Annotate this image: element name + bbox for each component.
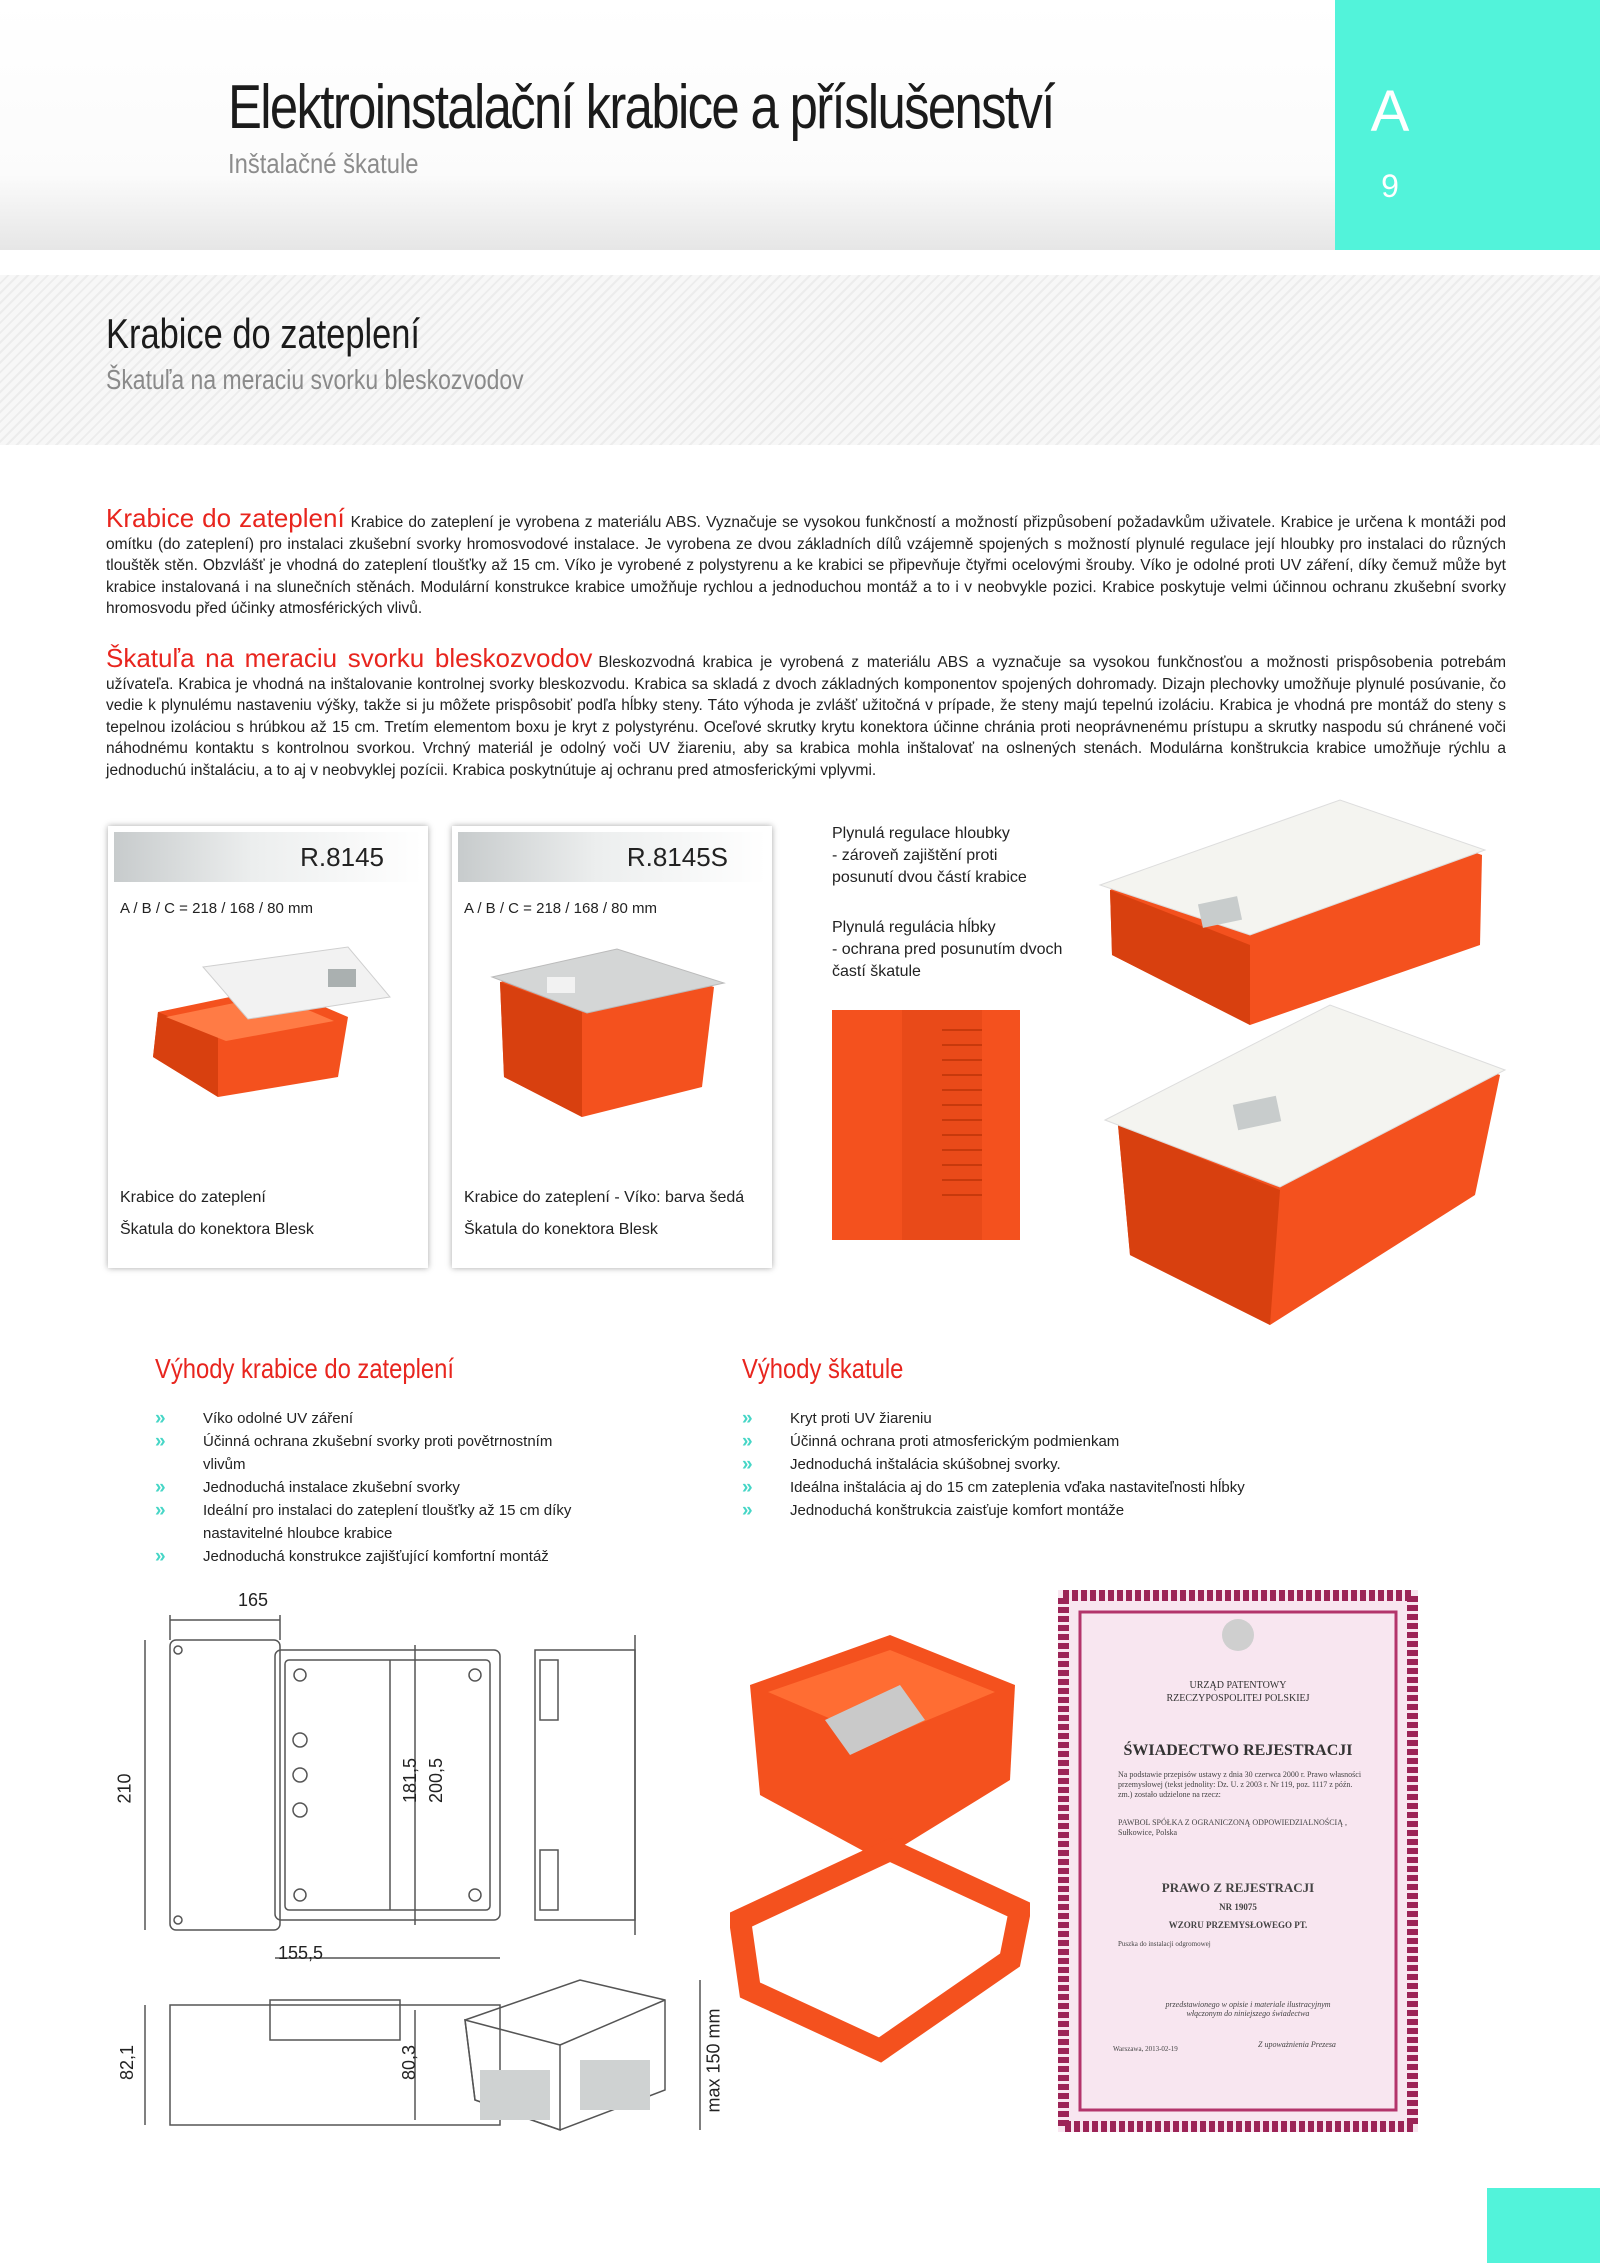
list-item-text: Jednoduchá konštrukcia zaisťuje komfort montáže bbox=[790, 1502, 1125, 1519]
page-title: Elektroinstalační krabice a příslušenství bbox=[228, 73, 1054, 142]
certificate-office: URZĄD PATENTOWY bbox=[1189, 1680, 1287, 1691]
list-item bbox=[155, 1430, 575, 1476]
product-dims: A / B / C = 218 / 168 / 80 mm bbox=[120, 900, 314, 917]
certificate-border bbox=[1058, 1590, 1418, 2132]
product-caption: Škatula do konektora Blesk bbox=[120, 1221, 314, 1238]
certificate-office2: RZECZYPOSPOLITEJ POLSKIEJ bbox=[1166, 1693, 1310, 1704]
list-item bbox=[155, 1499, 575, 1545]
list-item-text: Kryt proti UV žiareniu bbox=[790, 1410, 932, 1427]
chevron-icon: » bbox=[155, 1477, 166, 1498]
certificate-number: NR 19075 bbox=[1219, 1902, 1257, 1912]
list-item-text: Víko odolné UV záření bbox=[203, 1410, 354, 1427]
benefits-sk-title: Výhody škatule bbox=[742, 1353, 904, 1384]
eagle-emblem-icon bbox=[1222, 1619, 1254, 1651]
note-line: - zároveň zajištění proti bbox=[832, 847, 998, 864]
product-dims: A / B / C = 218 / 168 / 80 mm bbox=[464, 900, 658, 917]
benefits-sk-list bbox=[742, 1407, 1302, 1522]
certificate-body: Na podstawie przepisów ustawy z dnia 30 czerwca 2000 r. Prawo własności przemysłowej (tekst jednolity: Dz. U. z 2003 r. Nr 119, poz. 1117 z późn. zm.) zostało udzielone na rzecz: bbox=[1118, 1770, 1362, 1799]
description-cz-lead: Krabice do zateplení bbox=[106, 503, 345, 533]
dimension-210: 210 bbox=[114, 1773, 135, 1804]
chevron-icon: » bbox=[155, 1431, 166, 1452]
description-sk-lead: Škatuľa na meraciu svorku bleskozvodov bbox=[106, 643, 593, 673]
note-line: - ochrana pred posunutím dvoch bbox=[832, 941, 1063, 958]
dimension-200-5: 200,5 bbox=[426, 1757, 447, 1804]
chevron-icon: » bbox=[742, 1408, 753, 1429]
chevron-icon: » bbox=[155, 1546, 166, 1567]
description-sk bbox=[106, 643, 1506, 781]
product-code: R.8145S bbox=[458, 832, 766, 882]
description-cz bbox=[106, 503, 1507, 620]
dimension-155-5: 155,5 bbox=[278, 1943, 324, 1963]
list-item bbox=[742, 1476, 1302, 1499]
page-corner-marker bbox=[1487, 2188, 1600, 2263]
list-item-text: Jednoduchá inštalácia skúšobnej svorky. bbox=[790, 1456, 1061, 1473]
list-item bbox=[742, 1407, 1302, 1430]
list-item bbox=[742, 1499, 1302, 1522]
section-subtitle: Škatuľa na meraciu svorku bleskozvodov bbox=[106, 364, 524, 395]
list-item-text: Účinná ochrana proti atmosferickým podmienkam bbox=[790, 1433, 1120, 1450]
dimension-181-5: 181,5 bbox=[400, 1757, 421, 1804]
chevron-icon: » bbox=[742, 1500, 753, 1521]
product-image-r8145 bbox=[108, 917, 428, 1137]
feature-note-sk bbox=[832, 917, 1062, 983]
section-band bbox=[0, 275, 1600, 445]
note-line: Plynulá regulácia hĺbky bbox=[832, 919, 996, 936]
certificate-item: Puszka do instalacji odgromowej bbox=[1118, 1940, 1211, 1948]
list-item-text: Ideální pro instalaci do zateplení tloušťky až 15 cm díky nastavitelné hloubce krabice bbox=[203, 1502, 572, 1542]
certificate-design: WZORU PRZEMYSŁOWEGO PT. bbox=[1168, 1920, 1308, 1930]
dimension-165: 165 bbox=[238, 1590, 269, 1610]
description-cz-text: Krabice do zateplení je vyrobena z materiálu ABS. Vyznačuje se vysokou funkčností a možností přizpůsobení požadavkům uživatele. Krabice je určena k montáži pod omítku (do zateplení) pro instalaci zkušební svorky hromosvodové instalace. Je vyrobena ze dvou základních dílů vzájemně spojených s možností plynulé regulace její hloubky pro instalaci do různých tlouštěk stěn. Obzvlášť je vhodná do zateplení tloušťky až 15 cm. Víko je vyrobené z polystyrenu a ke krabici se připevňuje čtyřmi ocelovými šrouby. Víko je odolné proti UV záření, díky čemuž může byt krabice instalovaná i na slunečních stěnách. Modulární konstrukce krabice umožňuje rychlou a jednoduchou montáž a to i v neobvykle pozici. Krabice poskytuje velmi účinnou ochranu zkušební svorky hromosvodu před účinky atmosférických vlivů. bbox=[106, 514, 1507, 617]
list-item-text: Jednoduchá instalace zkušební svorky bbox=[203, 1479, 460, 1496]
chevron-icon: » bbox=[742, 1454, 753, 1475]
registration-certificate bbox=[1058, 1590, 1418, 2132]
dimension-80-3: 80,3 bbox=[399, 2044, 420, 2081]
note-line: častí škatule bbox=[832, 963, 921, 980]
page-number: 9 bbox=[1381, 168, 1399, 204]
product-caption: Krabice do zateplení - Víko: barva šedá bbox=[464, 1189, 745, 1206]
certificate-right: PRAWO Z REJESTRACJI bbox=[1161, 1880, 1315, 1895]
assembly-photo bbox=[730, 1630, 1030, 2080]
description-sk-text: Bleskozvodná krabica je vyrobená z materiálu ABS a vyznačuje sa vysokou funkčnosťou a možnosti prispôsobenia potrebám užívateľa. Krabica je vhodná na inštalovanie kontrolnej svorky bleskozvodu. Krabica sa skladá z dvoch základných komponentov spojených dohromady. Dizajn plechovky umožňuje plynulé posúvanie, čo vedie k plynulému nastaveniu výšky, takže si ju môžete prispôsobiť podľa hĺbky steny. Táto výhoda je zvlášť užitočná v prípade, že steny majú tepelnú izoláciu. Krabica je vhodná pre montáž do steny s tepelnou izoláciou s hrúbkou až 15 cm. Tretím elementom boxu je kryt z polystyrénu. Oceľové skrutky krytu konektora účinne chránia proti neoprávnenému prístupu a skrutky naspodu sú chránené voči náhodnému kontaktu s kontrolnou svorkou. Vrchný materiál je odolný voči UV žiareniu, aby sa krabica mohla inštalovať na oslnených stenách. Modulárna konštrukcia krabice umožňuje rýchlu a jednoduchú inštaláciu, a to aj v neobvyklej pozícii. Krabica poskytnútuje aj ochranu pred atmosferickými vplyvmi. bbox=[106, 654, 1506, 779]
product-card-r8145 bbox=[108, 826, 428, 1268]
list-item bbox=[155, 1545, 575, 1568]
certificate-signature: Z upoważnienia Prezesa bbox=[1258, 2040, 1336, 2049]
certificate-holder: PAWBOL SPÓŁKA Z OGRANICZONĄ ODPOWIEDZIALNOŚCIĄ , Sułkowice, Polska bbox=[1118, 1818, 1347, 1837]
note-line: Plynulá regulace hloubky bbox=[832, 825, 1010, 842]
product-image-r8145s bbox=[452, 917, 772, 1137]
feature-note-cz bbox=[832, 823, 1027, 889]
benefits-cz-title: Výhody krabice do zateplení bbox=[155, 1353, 455, 1384]
list-item bbox=[742, 1430, 1302, 1453]
chevron-icon: » bbox=[155, 1408, 166, 1429]
list-item bbox=[155, 1476, 575, 1499]
product-code: R.8145 bbox=[114, 832, 422, 882]
chapter-letter: A bbox=[1370, 79, 1410, 144]
chevron-icon: » bbox=[742, 1477, 753, 1498]
dimension-82-1: 82,1 bbox=[117, 2044, 138, 2081]
list-item-text: Jednoduchá konstrukce zajišťující komfortní montáž bbox=[203, 1548, 549, 1565]
certificate-date: Warszawa, 2013-02-19 bbox=[1113, 2045, 1178, 2053]
product-caption: Škatula do konektora Blesk bbox=[464, 1221, 658, 1238]
list-item bbox=[742, 1453, 1302, 1476]
benefits-cz-list bbox=[155, 1407, 575, 1568]
dimension-max-150: max 150 mm bbox=[703, 2008, 724, 2113]
side-wall-detail-image bbox=[832, 1010, 1020, 1240]
note-line: posunutí dvou částí krabice bbox=[832, 869, 1027, 886]
list-item-text: Účinná ochrana zkušební svorky proti povětrnostním vlivům bbox=[203, 1433, 553, 1473]
list-item bbox=[155, 1407, 575, 1430]
certificate-footer: przedstawionego w opisie i materiale ilustracyjnym włączonym do niniejszego świadectwa bbox=[1165, 2000, 1331, 2018]
section-title: Krabice do zateplení bbox=[106, 310, 420, 357]
page-subtitle: Inštalačné škatule bbox=[228, 148, 419, 179]
certificate-title: ŚWIADECTWO REJESTRACJI bbox=[1123, 1742, 1353, 1759]
product-card-r8145s bbox=[452, 826, 772, 1268]
list-item-text: Ideálna inštalácia aj do 15 cm zateplenia vďaka nastaviteľnosti hĺbky bbox=[790, 1479, 1245, 1496]
chevron-icon: » bbox=[742, 1431, 753, 1452]
product-caption: Krabice do zateplení bbox=[120, 1189, 266, 1206]
chevron-icon: » bbox=[155, 1500, 166, 1521]
box-photos-large bbox=[1090, 795, 1510, 1345]
